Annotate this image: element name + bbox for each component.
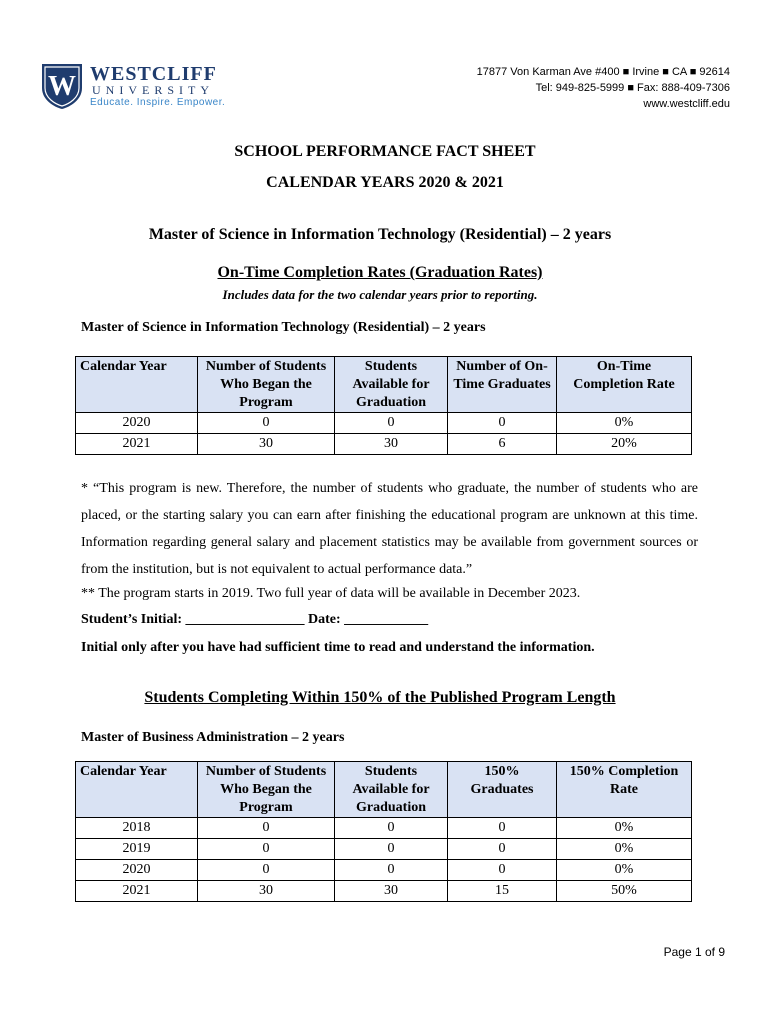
column-header: Calendar Year xyxy=(76,762,198,818)
table-cell: 0% xyxy=(557,839,692,860)
university-logo xyxy=(40,62,230,110)
column-header: Students Available for Graduation xyxy=(335,357,448,413)
column-header: Number of Students Who Began the Program xyxy=(198,762,335,818)
table-row xyxy=(76,881,692,902)
table-cell: 0 xyxy=(448,839,557,860)
shield-w-icon xyxy=(40,62,84,110)
logo-tagline: Educate. Inspire. Empower. xyxy=(90,97,226,108)
table-header-row xyxy=(76,357,692,413)
table-cell: 0 xyxy=(448,818,557,839)
column-header: Number of Students Who Began the Program xyxy=(198,357,335,413)
table-cell: 30 xyxy=(198,434,335,455)
logo-name: WESTCLIFF xyxy=(90,63,217,85)
table-cell: 0 xyxy=(335,860,448,881)
table-row xyxy=(76,434,692,455)
table-cell: 0% xyxy=(557,413,692,434)
document-title: SCHOOL PERFORMANCE FACT SHEET xyxy=(234,143,536,160)
website-link[interactable]: www.westcliff.edu xyxy=(643,98,730,110)
table-cell: 2021 xyxy=(76,881,198,902)
table-cell: 2019 xyxy=(76,839,198,860)
table-cell: 0 xyxy=(335,839,448,860)
section1-program-label: Master of Science in Information Technology (Residential) – 2 years xyxy=(81,320,486,335)
table-cell: 0% xyxy=(557,818,692,839)
table-cell: 30 xyxy=(335,881,448,902)
disclaimer-note: * “This program is new. Therefore, the number of students who graduate, the number of students who are placed, or the starting salary you can earn after finishing the educational program are unknown at this time. Information regarding general salary and placement statistics may be available from government sources or from the institution, but is not equivalent to actual performance data.” xyxy=(81,481,698,577)
table-header-row xyxy=(76,762,692,818)
column-header: 150% Graduates xyxy=(448,762,557,818)
table-cell: 30 xyxy=(335,434,448,455)
table-row xyxy=(76,839,692,860)
initial-instruction: Initial only after you have had sufficient time to read and understand the information. xyxy=(81,640,595,655)
table-cell: 0 xyxy=(335,818,448,839)
table-cell: 0 xyxy=(448,860,557,881)
table-cell: 0 xyxy=(198,818,335,839)
table-cell: 0 xyxy=(198,839,335,860)
table-cell: 0% xyxy=(557,860,692,881)
document-years: CALENDAR YEARS 2020 & 2021 xyxy=(266,174,504,191)
table-cell: 30 xyxy=(198,881,335,902)
table-cell: 0 xyxy=(198,413,335,434)
table-cell: 2020 xyxy=(76,860,198,881)
program-start-note: ** The program starts in 2019. Two full year of data will be available in December 2023. xyxy=(81,586,581,601)
column-header: Students Available for Graduation xyxy=(335,762,448,818)
svg-text:W: W xyxy=(48,71,76,102)
page-number: Page 1 of 9 xyxy=(663,945,725,959)
table-cell: 0 xyxy=(448,413,557,434)
section2-program-label: Master of Business Administration – 2 years xyxy=(81,730,345,745)
table-cell: 6 xyxy=(448,434,557,455)
logo-subtitle: UNIVERSITY xyxy=(92,83,214,97)
section2-heading: Students Completing Within 150% of the Published Program Length xyxy=(144,689,616,706)
table-cell: 2018 xyxy=(76,818,198,839)
program-title: Master of Science in Information Technology (Residential) – 2 years xyxy=(148,226,612,243)
on-time-completion-table xyxy=(75,356,692,455)
address-line: 17877 Von Karman Ave #400 ■ Irvine ■ CA ■ 92614 xyxy=(476,66,730,78)
column-header: Calendar Year xyxy=(76,357,198,413)
section1-subheading: Includes data for the two calendar years prior to reporting. xyxy=(222,287,538,302)
table-cell: 0 xyxy=(335,413,448,434)
phone-fax-line: Tel: 949-825-5999 ■ Fax: 888-409-7306 xyxy=(535,82,730,94)
table-cell: 0 xyxy=(198,860,335,881)
column-header: On-Time Completion Rate xyxy=(557,357,692,413)
column-header: 150% Completion Rate xyxy=(557,762,692,818)
completion-150-table xyxy=(75,761,692,902)
table-cell: 2020 xyxy=(76,413,198,434)
table-cell: 20% xyxy=(557,434,692,455)
table-cell: 2021 xyxy=(76,434,198,455)
table-row xyxy=(76,818,692,839)
address-block xyxy=(477,64,730,112)
section1-heading: On-Time Completion Rates (Graduation Rates) xyxy=(217,264,543,281)
table-cell: 15 xyxy=(448,881,557,902)
column-header: Number of On-Time Graduates xyxy=(448,357,557,413)
table-row xyxy=(76,413,692,434)
table-cell: 50% xyxy=(557,881,692,902)
student-initial-line[interactable]: Student’s Initial: _________________ Date: ____________ xyxy=(81,612,429,627)
table-row xyxy=(76,860,692,881)
